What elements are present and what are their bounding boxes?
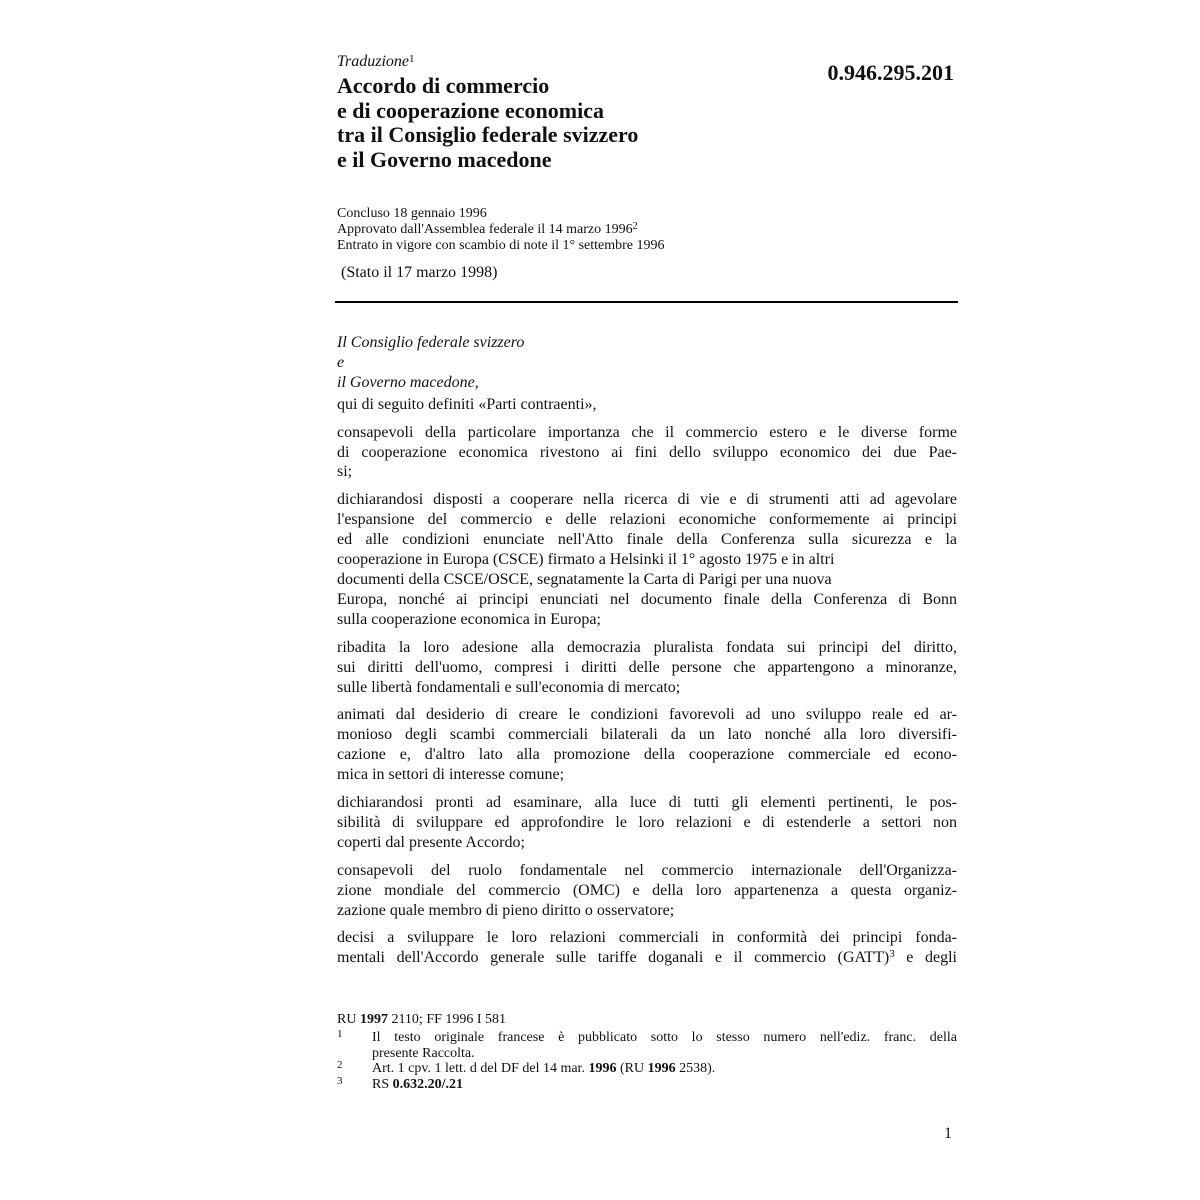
preamble-paragraph: decisi a sviluppare le loro relazioni commerciali in conformità dei principi fonda- mentali dell'Accordo generale sulle tariffe doganali e il commercio (GATT)$^3$ e degli (337, 929, 957, 967)
document-meta (337, 206, 957, 254)
translation-label: Traduzione$^1$ (337, 53, 415, 70)
footnote-ref-3[interactable]: 3 (889, 948, 895, 961)
preamble-paragraph: ribadita la loro adesione alla democrazia pluralista fondata sui principi del diritto, sui diritti dell'uomo, compresi i diritti delle persone che appartengono a minoranze, sulle libertà fondamentali e sull'economia di mercato; (337, 638, 957, 696)
footnote-item: 3 RS 0.632.20/.21 (337, 1074, 464, 1092)
header-divider (335, 301, 958, 303)
preamble-paragraph: dichiarandosi pronti ad esaminare, alla luce di tutti gli elementi pertinenti, le pos- sibilità di sviluppare ed approfondire le loro relazioni e di estenderle a settori non coperti dal presente Accordo; (337, 794, 957, 851)
document-header (337, 52, 797, 172)
title-line: Accordo di commercio (337, 73, 550, 98)
preamble (337, 333, 957, 976)
footnote-number: 3 (337, 1074, 343, 1087)
preamble-paragraph: consapevoli della particolare importanza che il commercio estero e le diverse forme di cooperazione economica rivestono ai fini dello sviluppo economico dei due Pae- si; (337, 423, 957, 481)
title-line: e il Governo macedone (337, 146, 552, 172)
preamble-paragraph: qui di seguito definiti «Parti contraenti», (337, 395, 597, 413)
party-line: e (337, 353, 345, 371)
document-title (337, 74, 797, 172)
footnote-item: 2 Art. 1 cpv. 1 lett. d del DF del 14 mar. 1996 (RU 1996 2538). (337, 1059, 716, 1076)
preamble-paragraph: animati dal desiderio di creare le condizioni favorevoli ad uno sviluppo reale ed ar- monioso degli scambi commerciali bilaterali da un lato nonché alla loro diversifi- cazione e, d'altro lato alla promozione della cooperazione commerciale ed econo- mica in settori di interesse comune; (337, 706, 957, 784)
title-line: e di cooperazione economica (337, 97, 604, 123)
title-line: tra il Consiglio federale svizzero (337, 122, 639, 147)
approval-line: Approvato dall'Assemblea federale il 14 marzo 1996$^2$ (337, 221, 638, 237)
systematic-number: 0.946.295.201 (827, 60, 954, 85)
official-reference: RU 1997 2110; FF 1996 I 581 (337, 1012, 507, 1027)
footnotes (337, 1030, 957, 1092)
party-line: Il Consiglio federale svizzero (337, 334, 525, 351)
page-number: 1 (944, 1125, 952, 1142)
status-date: (Stato il 17 marzo 1998) (341, 264, 498, 281)
preamble-paragraph: dichiarandosi disposti a cooperare nella ricerca di vie e di strumenti atti ad agevolare l'espansione del commercio e delle relazioni economiche conformemente ai principi ed alle condizioni enunciate nell'Atto finale della Conferenza sulla sicurezza e la cooperazione in Europa (CSCE) firmato a Helsinki il 1° agosto 1975 e in altri documenti della CSCE/OSCE, segnatamente la Carta di Parigi per una nuova Europa, nonché ai principi enunciati nel documento finale della Conferenza di Bonn sulla cooperazione economica in Europa; (337, 491, 957, 628)
footnote-ref-1[interactable]: 1 (409, 53, 415, 65)
concluded-date: Concluso 18 gennaio 1996 (337, 206, 487, 221)
footnote-number: 2 (337, 1059, 343, 1071)
footnote-item: 1 Il testo originale francese è pubblicato sotto lo stesso numero nell'ediz. franc. della presente Raccolta. (337, 1028, 957, 1061)
preamble-paragraph: consapevoli del ruolo fondamentale nel commercio internazionale dell'Organizza- zione mondiale del commercio (OMC) e della loro appartenenza a questa organiz- zazione quale membro di pieno diritto o osservatore; (337, 861, 957, 919)
footnote-number: 1 (337, 1028, 343, 1040)
footnote-ref-2[interactable]: 2 (632, 221, 638, 232)
party-line: il Governo macedone, (337, 373, 479, 391)
in-force-line: Entrato in vigore con scambio di note il 1° settembre 1996 (337, 238, 665, 253)
contracting-parties (337, 333, 957, 393)
